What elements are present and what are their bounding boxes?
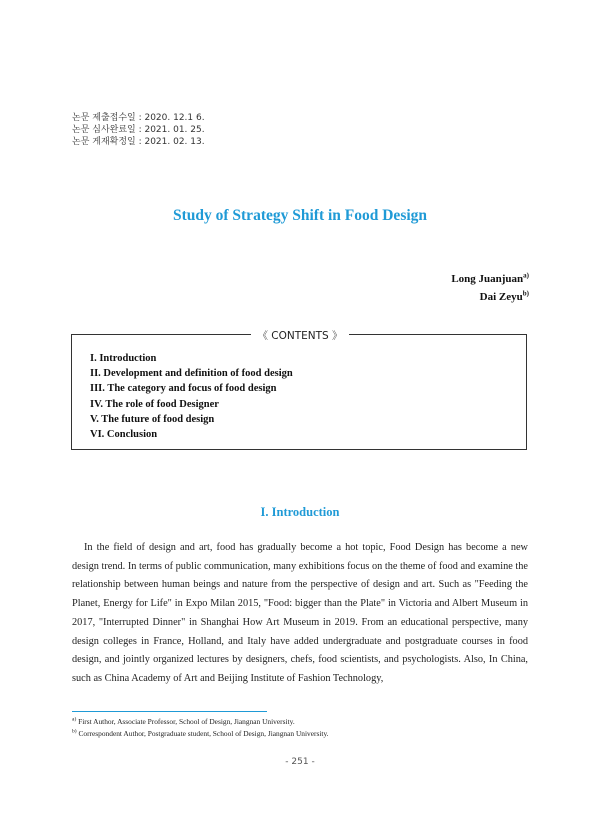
author-1	[451, 270, 529, 288]
toc-item: VI. Conclusion	[90, 429, 158, 441]
toc-item: III. The category and focus of food design	[90, 383, 277, 395]
author-list	[451, 270, 529, 306]
contents-heading-text: 《 CONTENTS 》	[251, 330, 348, 342]
paper-title: Study of Strategy Shift in Food Design	[172, 207, 428, 224]
footnote-1	[72, 716, 329, 728]
author-mark: b)	[522, 289, 529, 298]
section-heading: I. Introduction	[260, 505, 340, 519]
author-mark: a)	[523, 271, 529, 280]
footnote-text: First Author, Associate Professor, School of Design, Jiangnan University.	[78, 717, 295, 726]
toc-item: IV. The role of food Designer	[90, 398, 219, 410]
body-paragraph: In the field of design and art, food has gradually become a hot topic, Food Design has become a new design trend. In terms of public communication, many exhibitions focus on the theme of food and examine the relationship between human beings and nature from the perspective of design and art. Such as "Feeding the Planet, Energy for Life" in Expo Milan 2015, "Food: bigger than the Plate" in Victoria and Albert Museum in 2017, "Interrupted Dinner" in Shanghai How Art Museum in 2019. From an educational perspective, many design colleges in France, Holland, and Italy have added undergraduate and postgraduate courses in food design, and jointly organized lectures by designers, chefs, food scientists, and psychologists. Also, In China, such as China Academy of Art and Beijing Institute of Fashion Technology,	[72, 542, 528, 684]
toc-item: V. The future of food design	[90, 413, 215, 425]
footnote-text: Correspondent Author, Postgraduate student, School of Design, Jiangnan University.	[78, 729, 329, 738]
contents-heading	[0, 326, 600, 344]
date-reviewed: 논문 심사완료일 : 2021. 01. 25.	[72, 125, 205, 135]
footnote-mark: b)	[72, 728, 77, 735]
table-of-contents	[90, 351, 293, 442]
date-accepted: 논문 게재확정일 : 2021. 02. 13.	[72, 137, 205, 147]
footnote-2	[72, 728, 329, 740]
author-2	[451, 288, 529, 306]
footnote-mark: a)	[72, 716, 77, 723]
toc-item: II. Development and definition of food design	[90, 368, 293, 380]
author-name: Dai Zeyu	[479, 291, 523, 303]
page-number: - 251 -	[285, 757, 315, 767]
date-submitted: 논문 제출접수일 : 2020. 12.1 6.	[72, 113, 205, 123]
toc-item: I. Introduction	[90, 353, 157, 364]
footnotes	[72, 716, 329, 740]
author-name: Long Juanjuan	[451, 273, 524, 285]
submission-dates	[72, 112, 205, 148]
footnote-divider	[72, 711, 267, 712]
